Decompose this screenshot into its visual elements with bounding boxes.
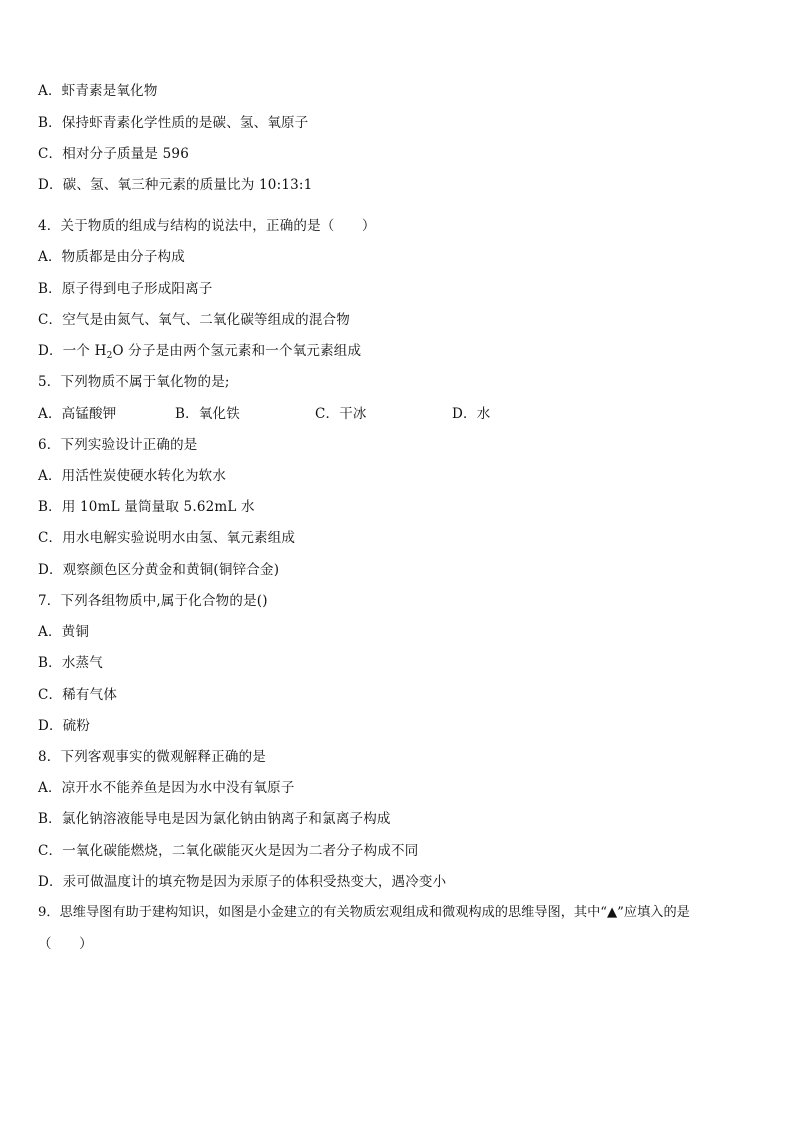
q9-stem-line2: （ ） (38, 936, 93, 952)
q9-stem-line1: 9．思维导图有助于建构知识，如图是小金建立的有关物质宏观组成和微观构成的思维导图，其中“▲”应填入的是 (38, 905, 690, 920)
q4-option-a: A．物质都是由分子构成 (38, 249, 185, 265)
q6-option-b: B．用 10mL 量筒量取 5.62mL 水 (38, 499, 255, 515)
q5-stem: 5．下列物质不属于氧化物的是; (38, 374, 230, 390)
q7-option-a: A．黄铜 (38, 624, 90, 640)
q7-option-d: D．硫粉 (38, 718, 91, 734)
q7-option-c: C．稀有气体 (38, 687, 118, 703)
q4-option-b: B．原子得到电子形成阳离子 (38, 281, 213, 297)
q5-option-d: D．水 (452, 406, 491, 422)
q8-option-d: D．汞可做温度计的填充物是因为汞原子的体积受热变大，遇冷变小 (38, 874, 447, 890)
q4-stem: 4．关于物质的组成与结构的说法中，正确的是（ ） (38, 218, 376, 234)
q6-option-a: A．用活性炭使硬水转化为软水 (38, 468, 227, 484)
q5-options-row (38, 405, 490, 423)
q5-option-c: C．干冰 (315, 406, 367, 422)
q8-option-c: C．一氧化碳能燃烧，二氧化碳能灭火是因为二者分子构成不同 (38, 843, 419, 859)
q7-stem: 7．下列各组物质中,属于化合物的是() (38, 593, 268, 609)
q8-stem: 8．下列客观事实的微观解释正确的是 (38, 749, 266, 765)
q6-option-d: D．观察颜色区分黄金和黄铜(铜锌合金) (38, 562, 280, 578)
q4-option-d-subscript: 2 (106, 351, 113, 361)
q3-option-d: D．碳、氢、氧三种元素的质量比为 10:13:1 (38, 177, 313, 193)
q5-option-b: B．氧化铁 (175, 406, 240, 422)
q7-option-b: B．水蒸气 (38, 655, 103, 671)
q6-option-c: C．用水电解实验说明水由氢、氧元素组成 (38, 530, 296, 546)
q3-option-c: C．相对分子质量是 596 (38, 146, 189, 162)
q4-option-d-prefix: D．一个 H (38, 343, 107, 359)
q4-option-d (38, 342, 361, 360)
q3-option-a: A．虾青素是氧化物 (38, 83, 158, 99)
q6-stem: 6．下列实验设计正确的是 (38, 437, 198, 453)
q4-option-c: C．空气是由氮气、氧气、二氧化碳等组成的混合物 (38, 312, 350, 328)
q8-option-a: A．凉开水不能养鱼是因为水中没有氧原子 (38, 780, 295, 796)
q4-option-d-suffix: O 分子是由两个氢元素和一个氧元素组成 (112, 343, 362, 359)
q5-option-a: A．高锰酸钾 (38, 406, 117, 422)
q8-option-b: B．氯化钠溶液能导电是因为氯化钠由钠离子和氯离子构成 (38, 811, 391, 827)
q3-option-b: B．保持虾青素化学性质的是碳、氢、氧原子 (38, 115, 309, 131)
